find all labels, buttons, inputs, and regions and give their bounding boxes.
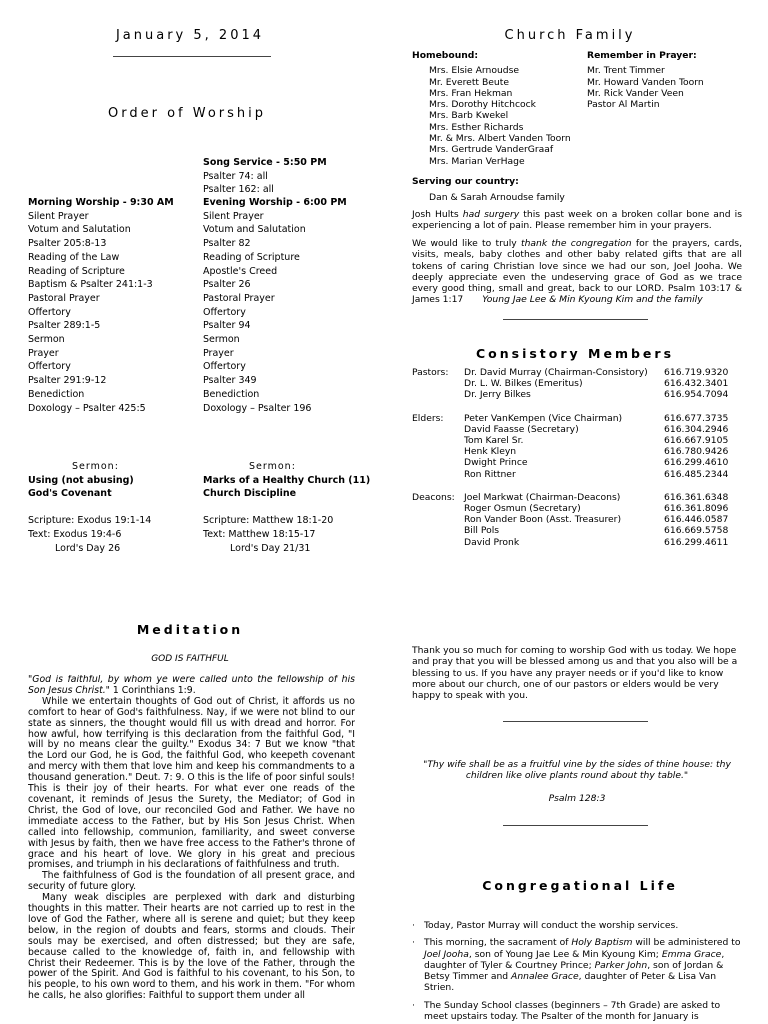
morning-item: Psalter 289:1-5 — [28, 320, 101, 332]
list-item: · This morning, the sacrament of Holy Baptism will be administered to Joel Jooha, son of Young Jae Lee & Min Kyoung Kim; Emma Grace, daughter of Tyler & Courtney Prince; Parker John, son of Jordan & Betsy Timmer and Annalee Grace, daughter of Peter & Lisa Van Strien. — [412, 937, 741, 994]
table-row: Dr. Jerry Bilkes 616.954.7094 — [464, 389, 729, 401]
homebound-item: Mrs. Elsie Arnoudse — [429, 65, 520, 77]
meditation-title: Meditation — [136, 622, 244, 637]
list-item: · Today, Pastor Murray will conduct the worship services. — [412, 920, 679, 931]
sermon-pm-label: Sermon: — [249, 461, 296, 472]
morning-item: Sermon — [28, 334, 65, 346]
table-row: Elders: Peter VanKempen (Vice Chairman) 616.677.3735 — [412, 412, 729, 424]
morning-item: Prayer — [28, 347, 59, 359]
evening-item: Pastoral Prayer — [203, 292, 275, 304]
meditation-paragraph: While we entertain thoughts of God out of Christ, it affords us no comfort to hear of God's faithfulness. Nay, if we were not blind to our state as sinners, the thought would fill us with dread and horror. For how awful, how terrifying is this declaration from the faithful God, "I will by no means clear the guilty." Exodus 34: 7 But we know "that the Lord our God, he is God, the faithful God, who keepeth covenant and mercy with them that love him and keep his commandments to a thousand generation." Deut. 7: 9. O this is the life of poor sinful souls! This is their joy of their hearts. For what ever one reads of the covenant, it reminds of Jesus the Surety, the Mediator; of God in Christ, the God of love, our reconciled God and Father. We have no immediate access to the Father, but by His Son Jesus Christ. When called into fellowship, communion, familiarity, and sweet converse with Jesus by faith, then we have free access to the Father's throne of grace and his heart of love. We glory in his great and precious promises, and triumph in his declarations of faithfulness and truth. — [28, 695, 355, 871]
congregational-title: Congregational Life — [482, 878, 678, 893]
table-row: Ron Rittner 616.485.2344 — [464, 468, 729, 480]
verse-ref: Psalm 128:3 — [548, 793, 606, 804]
order-title: Order of Worship — [108, 106, 267, 121]
homebound-item: Mr. Everett Beute — [429, 76, 509, 88]
morning-item: Reading of the Law — [28, 251, 120, 263]
consistory-group — [412, 492, 742, 548]
sermon-pm-title: Marks of a Healthy Church (11) — [203, 474, 371, 486]
meditation-paragraph: The faithfulness of God is the foundation of all present grace, and security of future glory. — [28, 870, 355, 893]
evening-item: Psalter 94 — [203, 320, 251, 332]
evening-item: Psalter 26 — [203, 279, 251, 291]
evening-item: Offertory — [203, 361, 246, 373]
divider — [503, 319, 648, 320]
song-service — [203, 156, 327, 197]
homebound-item: Mrs. Marian VerHage — [429, 155, 525, 167]
date-heading: January 5, 2014 — [115, 28, 265, 43]
consistory-table — [412, 367, 742, 548]
serving-item: Dan & Sarah Arnoudse family — [429, 192, 565, 203]
song-service-item: Psalter 74: all — [203, 170, 268, 182]
evening-item: Offertory — [203, 306, 246, 318]
prayer-item: Mr. Howard Vanden Toorn — [587, 76, 704, 88]
morning-worship — [28, 196, 174, 415]
evening-item: Apostle's Creed — [203, 265, 278, 277]
table-row: Dr. L. W. Bilkes (Emeritus) 616.432.3401 — [464, 378, 729, 390]
homebound-list — [412, 50, 571, 167]
evening-item: Prayer — [203, 347, 234, 359]
morning-item: Psalter 291:9-12 — [28, 375, 107, 387]
serving-heading: Serving our country: — [412, 176, 519, 187]
homebound-item: Mr. & Mrs. Albert Vanden Toorn — [429, 133, 571, 145]
table-row: Tom Karel Sr. 616.667.9105 — [464, 435, 729, 447]
prayer-list — [587, 50, 704, 110]
evening-heading: Evening Worship - 6:00 PM — [203, 197, 347, 208]
morning-item: Votum and Salutation — [28, 224, 131, 236]
consistory-title: Consistory Members — [475, 346, 675, 361]
evening-item: Benediction — [203, 388, 260, 400]
evening-worship — [203, 196, 347, 415]
evening-item: Psalter 349 — [203, 375, 257, 387]
table-row: Roger Osmun (Secretary) 616.361.8096 — [464, 503, 729, 515]
evening-item: Sermon — [203, 334, 240, 346]
song-service-item: Psalter 162: all — [203, 184, 274, 196]
list-item: · The Sunday School classes (beginners – 7th Grade) are asked to meet upstairs today. The Psalter of the month for January is — [412, 999, 721, 1023]
evening-item: Doxology – Psalter 196 — [203, 402, 312, 414]
sermon-am-scripture: Scripture: Exodus 19:1-14 — [28, 515, 152, 527]
evening-item: Votum and Salutation — [203, 224, 306, 236]
congregational-list — [412, 920, 742, 1022]
meditation-body — [28, 675, 355, 1024]
meditation-paragraph: Many weak disciples are perplexed with dark and disturbing thoughts in this matter. Their hearts are not carried up to rest in the love of God the Father, where all is serene and quiet; but they keep below, in the region of doubts and fears, storms and clouds. Their souls may be exercised, and often distressed; but they are safe, because called to the knowledge of, faith in, and fellowship with Christ their Redeemer. This is by the love of the Father, through the power of the Spirit. And God is faithful to his covenant, to his Son, to his people, to his own word to them, and his work in them. "For whom he calls, he also glorifies: Faithful to support them under all — [28, 892, 355, 1002]
sermon-pm-scripture: Scripture: Matthew 18:1-20 — [203, 515, 334, 527]
welcome-text: Thank you so much for coming to worship God with us today. We hope and pray that you will be blessed among us and that you also will be a blessing to us. If you have any prayer needs or if you'd like to know more about our church, one of our pastors or elders would be very happy to speak with you. — [412, 645, 738, 702]
sermon-pm — [203, 460, 378, 555]
homebound-heading: Homebound: — [412, 50, 479, 61]
table-row: Bill Pols 616.669.5758 — [464, 525, 729, 537]
morning-item: Offertory — [28, 361, 71, 373]
sermon-am-title: God's Covenant — [28, 488, 112, 500]
evening-item: Silent Prayer — [203, 210, 264, 222]
morning-item: Benediction — [28, 388, 85, 400]
table-row: Ron Vander Boon (Asst. Treasurer) 616.446.0587 — [464, 514, 729, 526]
date-underline — [113, 56, 271, 57]
sermon-am-title: Using (not abusing) — [28, 474, 134, 486]
table-row: David Faasse (Secretary) 616.304.2946 — [464, 423, 729, 435]
morning-item: Reading of Scripture — [28, 265, 125, 277]
evening-item: Reading of Scripture — [203, 251, 300, 263]
morning-item: Silent Prayer — [28, 210, 89, 222]
morning-item: Pastoral Prayer — [28, 292, 100, 304]
homebound-item: Mrs. Dorothy Hitchcock — [429, 99, 536, 111]
sermon-pm-title: Church Discipline — [203, 488, 297, 500]
morning-item: Doxology – Psalter 425:5 — [28, 402, 146, 414]
consistory-group — [412, 413, 742, 480]
prayer-item: Mr. Trent Timmer — [587, 65, 665, 77]
verse-text: "Thy wife shall be as a fruitful vine by the sides of thine house: thy children like olive plants round about thy table." — [423, 759, 731, 782]
church-family-title: Church Family — [504, 28, 636, 43]
meditation-quote: "God is faithful, by whom ye were called unto the fellowship of his Son Jesus Christ." 1 Corinthians 1:9. — [28, 675, 355, 696]
sermon-am-text: Text: Exodus 19:4-6 — [28, 528, 122, 540]
meditation-subtitle: GOD IS FAITHFUL — [151, 654, 229, 664]
thanks-note: We would like to truly thank the congregation for the prayers, cards, visits, meals, baby clothes and other baby related gifts that are all tokens of caring Christian love since we had our son, Joel Jooha. We deeply appreciate even the undeserving grace of God as we trace every good thing, small and great, back to our LORD. Psalm 103:17 & James 1:17 Young Jae Lee & Min Kyoung Kim and the family — [412, 238, 742, 306]
homebound-item: Mrs. Fran Hekman — [429, 87, 513, 99]
sermon-pm-lords-day: Lord's Day 21/31 — [230, 542, 311, 554]
divider — [503, 721, 648, 722]
song-service-heading: Song Service - 5:50 PM — [203, 157, 327, 168]
prayer-heading: Remember in Prayer: — [587, 50, 697, 61]
thanks-signature: Young Jae Lee & Min Kyoung Kim and the family — [482, 294, 703, 306]
homebound-item: Mrs. Gertrude VanderGraaf — [429, 144, 554, 156]
table-row: Henk Kleyn 616.780.9426 — [464, 446, 729, 458]
prayer-item: Mr. Rick Vander Veen — [587, 87, 684, 99]
consistory-group — [412, 367, 742, 401]
sermon-am-label: Sermon: — [72, 461, 119, 472]
sermon-am — [28, 460, 198, 555]
homebound-item: Mrs. Barb Kwekel — [429, 110, 509, 122]
table-row: David Pronk 616.299.4611 — [464, 536, 729, 548]
table-row: Pastors: Dr. David Murray (Chairman-Consistory) 616.719.9320 — [412, 367, 729, 378]
sermon-pm-text: Text: Matthew 18:15-17 — [203, 528, 316, 540]
morning-item: Baptism & Psalter 241:1-3 — [28, 279, 153, 291]
table-row: Dwight Prince 616.299.4610 — [464, 457, 729, 469]
prayer-item: Pastor Al Martin — [587, 99, 660, 111]
morning-heading: Morning Worship - 9:30 AM — [28, 197, 174, 208]
josh-note: Josh Hults had surgery this past week on a broken collar bone and is experiencing a lot of pain. Please remember him in your prayers. — [412, 209, 742, 232]
table-row: Deacons: Joel Markwat (Chairman-Deacons) 616.361.6348 — [412, 491, 729, 503]
morning-item: Offertory — [28, 306, 71, 318]
evening-item: Psalter 82 — [203, 238, 251, 250]
morning-item: Psalter 205:8-13 — [28, 238, 107, 250]
divider — [503, 825, 648, 826]
homebound-item: Mrs. Esther Richards — [429, 121, 524, 133]
sermon-am-lords-day: Lord's Day 26 — [55, 542, 121, 554]
